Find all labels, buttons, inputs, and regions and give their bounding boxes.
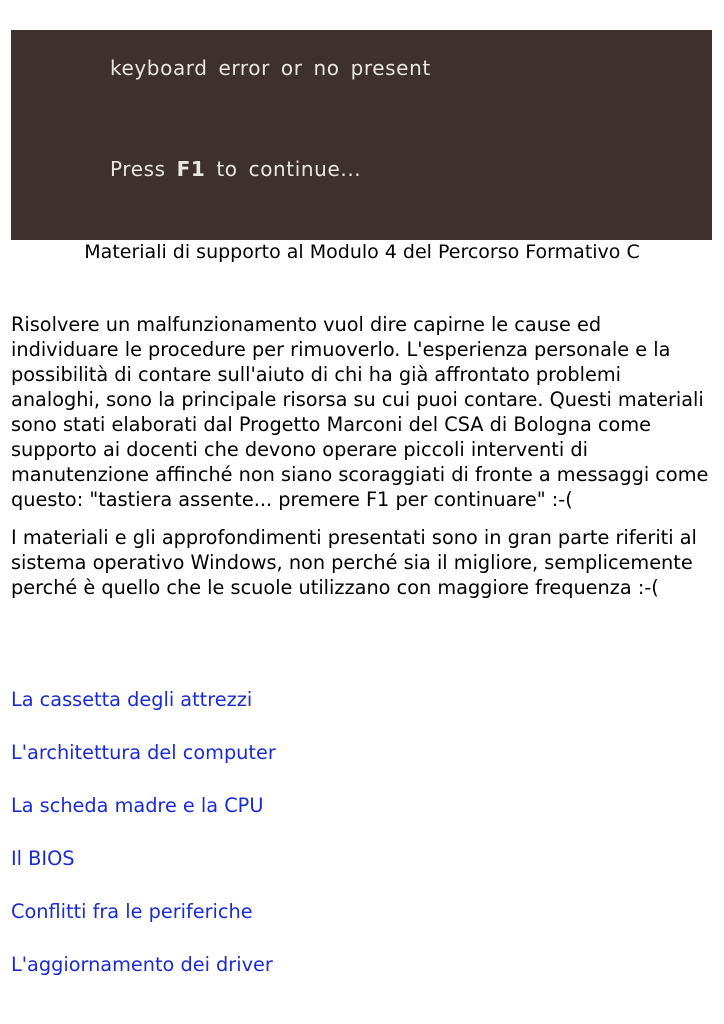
- link-cassetta-attrezzi[interactable]: La cassetta degli attrezzi: [11, 688, 253, 711]
- image-caption: Materiali di supporto al Modulo 4 del Percorso Formativo C: [84, 241, 640, 263]
- f1-key-text: F1: [176, 157, 206, 181]
- press-key-message: [110, 157, 361, 181]
- intro-text: [11, 312, 713, 613]
- press-text: Press: [110, 157, 166, 181]
- error-message: keyboard error or no present: [110, 56, 431, 80]
- link-aggiornamento-driver[interactable]: L'aggiornamento dei driver: [11, 953, 273, 976]
- continue-text: to continue...: [216, 157, 362, 181]
- link-architettura-computer[interactable]: L'architettura del computer: [11, 741, 276, 764]
- link-conflitti-periferiche[interactable]: Conflitti fra le periferiche: [11, 900, 253, 923]
- keyboard-error-image: [11, 30, 712, 240]
- topic-links: [11, 687, 713, 1005]
- paragraph-windows: I materiali e gli approfondimenti presentati sono in gran parte riferiti al sistema operativo Windows, non perché sia il migliore, semplicemente perché è quello che le scuole utilizzano con maggiore frequenza :-(: [11, 526, 697, 599]
- paragraph-intro: Risolvere un malfunzionamento vuol dire capirne le cause ed individuare le procedure per rimuoverlo. L'esperienza personale e la possibilità di contare sull'aiuto di chi ha già affrontato problemi analoghi, sono la principale risorsa su cui puoi contare. Questi materiali sono stati elaborati dal Progetto Marconi del CSA di Bologna come supporto ai docenti che devono operare piccoli interventi di manutenzione affinché non siano scoraggiati di fronte a messaggi come questo: "tastiera assente... premere F1 per continuare" :-(: [11, 313, 709, 511]
- link-bios[interactable]: Il BIOS: [11, 847, 75, 870]
- link-scheda-madre-cpu[interactable]: La scheda madre e la CPU: [11, 794, 264, 817]
